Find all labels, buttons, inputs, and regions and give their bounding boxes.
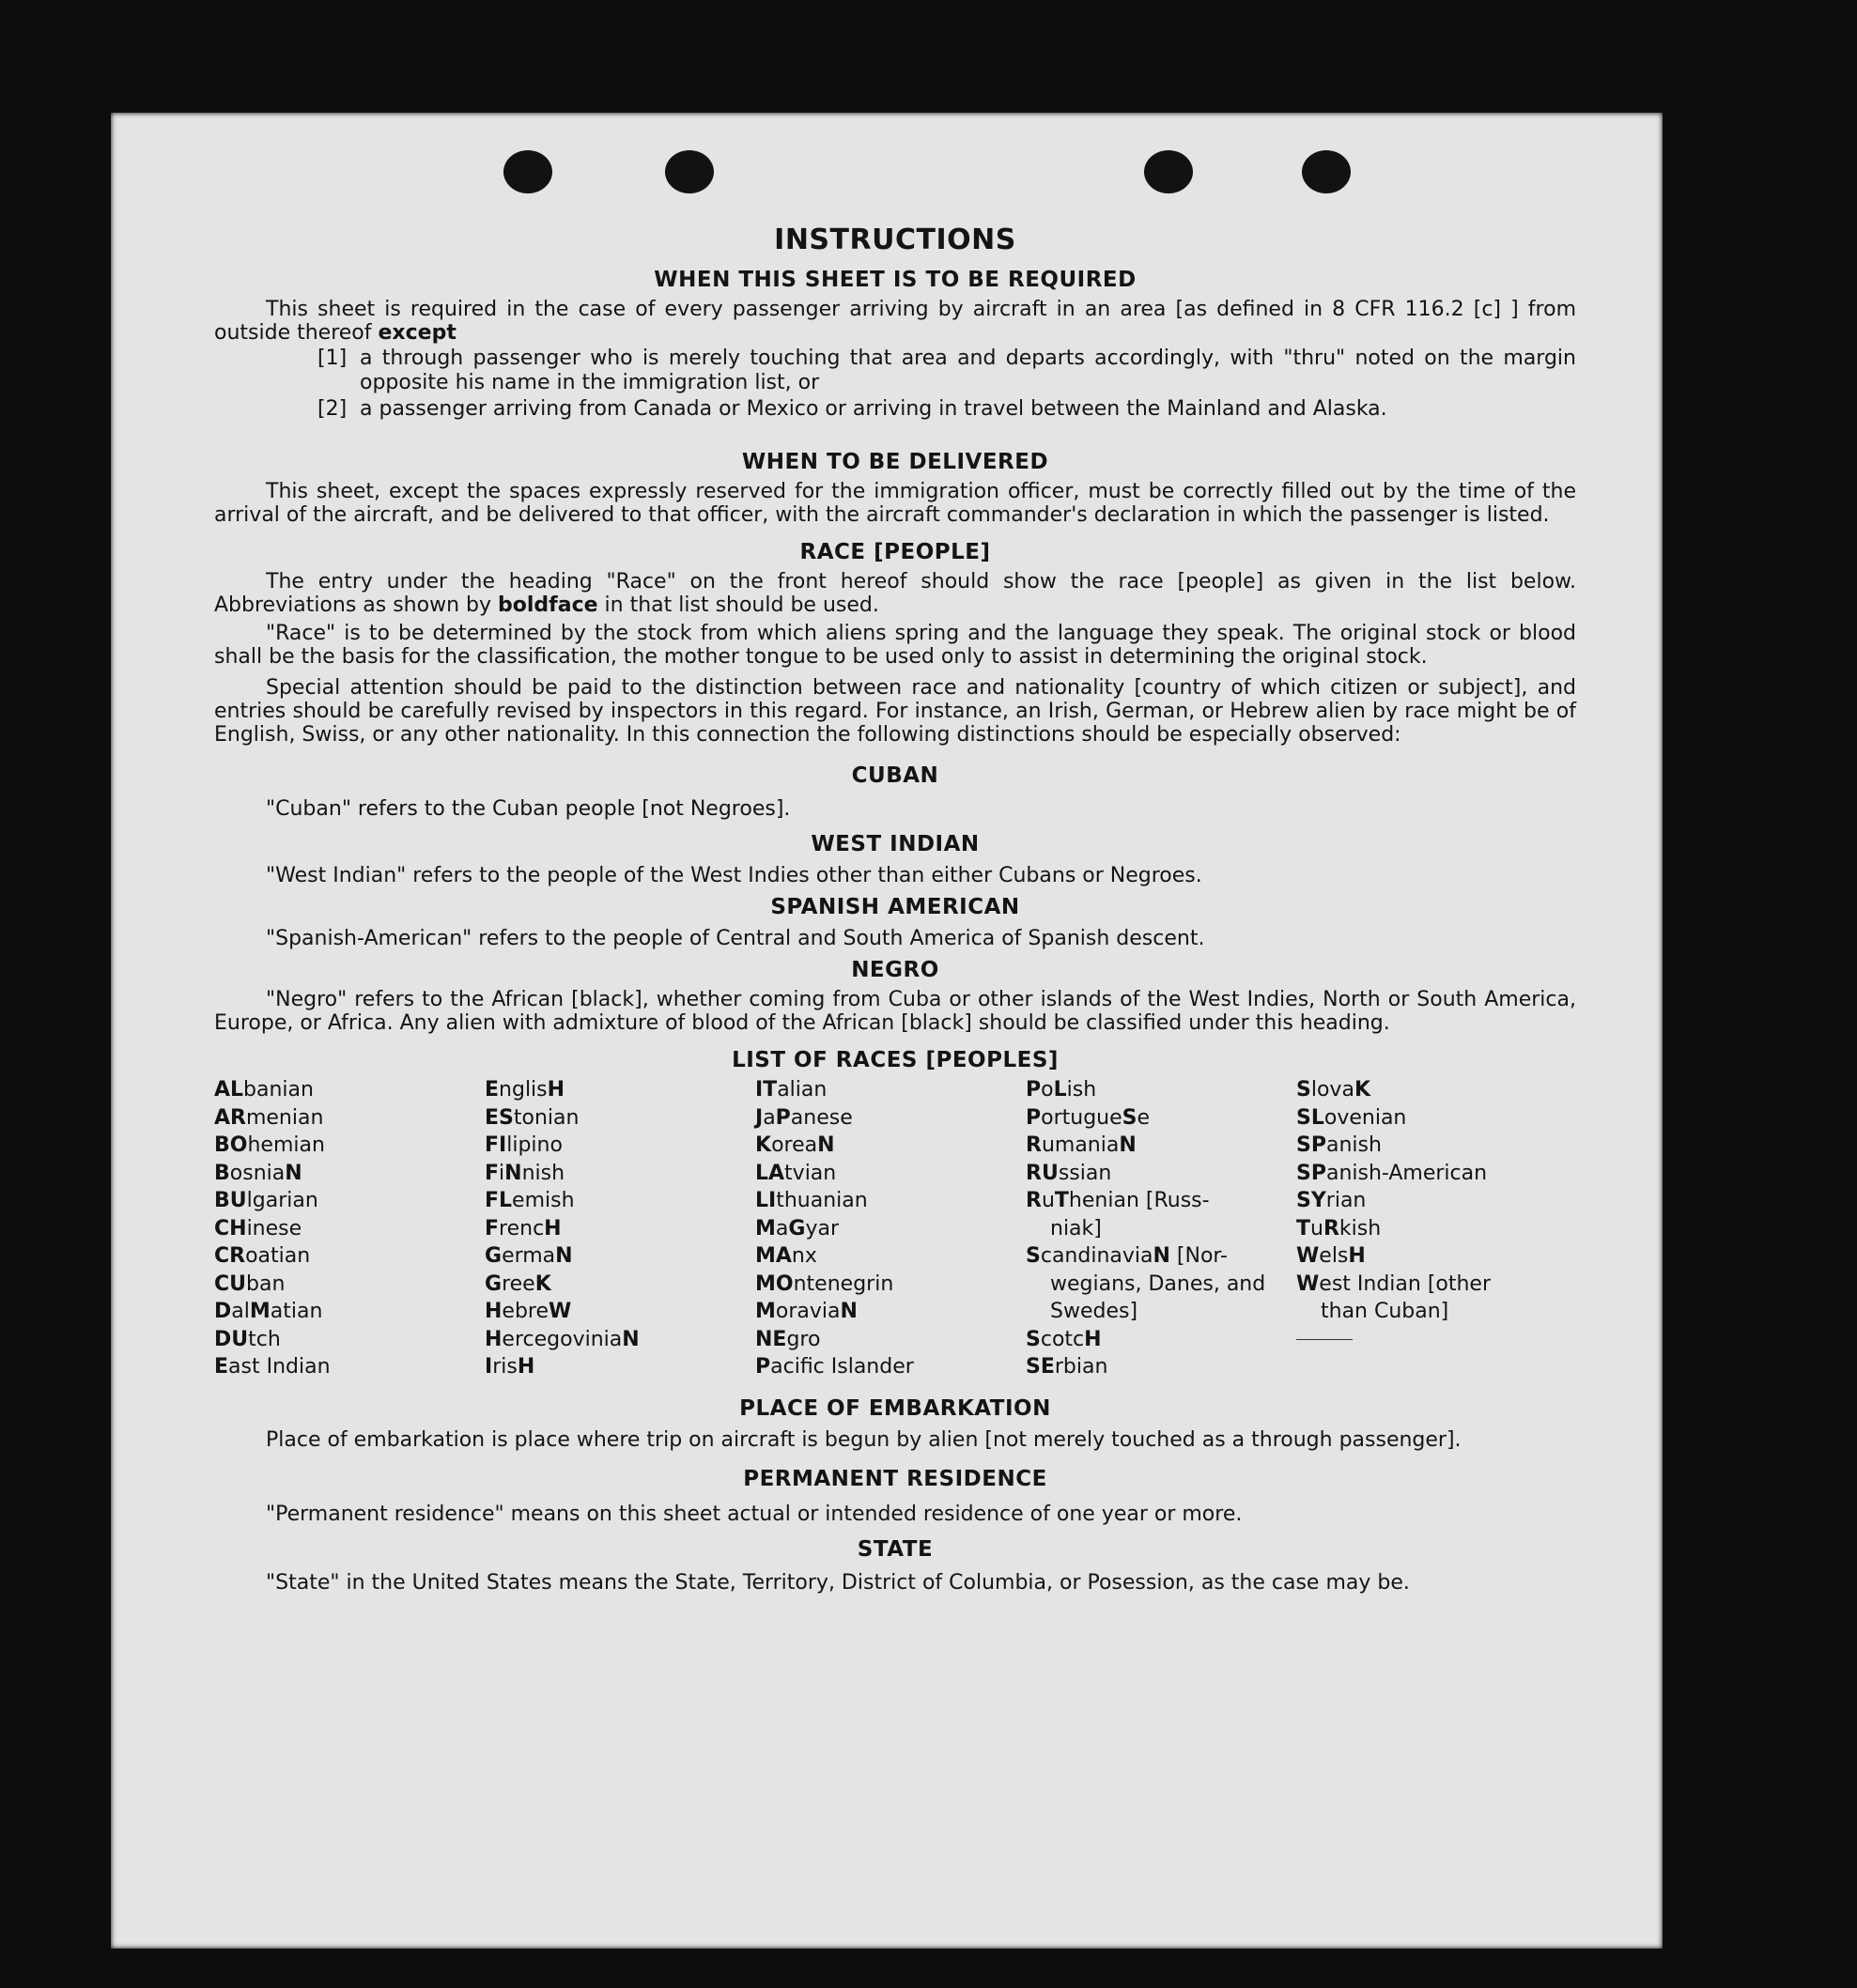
heading-state: STATE <box>857 1536 934 1562</box>
state-text: "State" in the United States means the State, Territory, District of Columbia, or Posession, as the case may be. <box>266 1570 1410 1595</box>
race-entry: JaPanese <box>755 1105 853 1130</box>
races-column <box>755 1076 1026 1381</box>
cuban-text: "Cuban" refers to the Cuban people [not Negroes]. <box>266 797 791 821</box>
race-entry: RumaniaN <box>1026 1133 1137 1157</box>
races-column <box>1026 1076 1296 1381</box>
race-entry: MoraviaN <box>755 1300 858 1323</box>
negro-text: "Negro" refers to the African [black], whether coming from Cuba or other islands of the West Indies, North or South America, Europe, or Africa. Any alien with admixture of blood of the African [black] should be classified under this heading. <box>214 988 1576 1035</box>
race-entry: West Indian [other than Cuban] <box>1296 1271 1492 1323</box>
spanish-american-text: "Spanish-American" refers to the people of Central and South America of Spanish descent. <box>266 927 1205 950</box>
race-entry: DUtch <box>214 1327 281 1351</box>
list-end-rule <box>1296 1339 1353 1340</box>
punch-hole <box>1302 150 1351 193</box>
race-paragraph-2: "Race" is to be determined by the stock from which aliens spring and the language they speak. The original stock or blood shall be the basis for the classification, the mother tongue to be used only to assist in determining the original stock. <box>214 622 1576 669</box>
race-entry: ScotcH <box>1026 1327 1102 1351</box>
race-entry: MAnx <box>755 1244 817 1268</box>
race-entry: BUlgarian <box>214 1189 318 1212</box>
race-entry: BOhemian <box>214 1133 325 1157</box>
heading-when-required: WHEN THIS SHEET IS TO BE REQUIRED <box>654 268 1137 292</box>
race-entry: TuRkish <box>1296 1216 1382 1241</box>
race-paragraph-3: Special attention should be paid to the distinction between race and nationality [country of which citizen or subject], and entries should be carefully revised by inspectors in this regard. For instance, an Irish, German, or Hebrew alien by race might be of English, Swiss, or any other nationality. In this connection the following distinctions should be especially observed: <box>214 676 1576 747</box>
heading-negro: NEGRO <box>851 958 939 982</box>
punch-hole <box>1144 150 1193 193</box>
race-entry: East Indian <box>214 1355 331 1379</box>
race-entry: SLovenian <box>1296 1105 1407 1130</box>
embarkation-text: Place of embarkation is place where trip on aircraft is begun by alien [not merely touched as a through passenger]. <box>266 1427 1462 1452</box>
permanent-residence-text: "Permanent residence" means on this sheet actual or intended residence of one year or more. <box>266 1502 1243 1526</box>
race-entry: SlovaK <box>1296 1078 1370 1102</box>
race-entry: RUssian <box>1026 1161 1112 1185</box>
race-entry: Pacific Islander <box>755 1355 914 1379</box>
race-entry: LAtvian <box>755 1161 837 1185</box>
race-entry: EStonian <box>485 1105 580 1130</box>
race-entry: EnglisH <box>485 1078 565 1102</box>
heading-permanent-residence: PERMANENT RESIDENCE <box>743 1466 1047 1491</box>
race-entry: LIthuanian <box>755 1189 868 1212</box>
races-list <box>214 1076 1576 1381</box>
race-entry: SErbian <box>1026 1355 1108 1379</box>
race-entry: CHinese <box>214 1216 302 1241</box>
heading-spanish-american: SPANISH AMERICAN <box>770 895 1020 919</box>
required-intro: This sheet is required in the case of every passenger arriving by aircraft in an area [as defined in 8 CFR 116.2 [c] ] from outside thereof except <box>214 298 1576 345</box>
race-entry: MaGyar <box>755 1216 839 1241</box>
page-title: INSTRUCTIONS <box>774 223 1016 256</box>
race-entry: FrencH <box>485 1216 562 1241</box>
races-column <box>485 1076 755 1381</box>
race-entry: MOntenegrin <box>755 1271 894 1296</box>
heading-west-indian: WEST INDIAN <box>811 832 980 856</box>
heading-list-of-races: LIST OF RACES [PEOPLES] <box>732 1048 1059 1072</box>
race-entry: SPanish-American <box>1296 1161 1488 1185</box>
race-entry: IrisH <box>485 1355 535 1379</box>
race-entry: GermaN <box>485 1244 573 1268</box>
heading-embarkation: PLACE OF EMBARKATION <box>739 1395 1051 1421</box>
race-entry: ITalian <box>755 1078 828 1102</box>
race-entry: CUban <box>214 1271 286 1296</box>
delivered-text: This sheet, except the spaces expressly reserved for the immigration officer, must be correctly filled out by the time of the arrival of the aircraft, and be delivered to that officer, with the aircraft commander's declaration in which the passenger is listed. <box>214 480 1576 527</box>
race-entry: HebreW <box>485 1300 572 1323</box>
race-entry: SYrian <box>1296 1189 1367 1212</box>
race-entry: NEgro <box>755 1327 821 1351</box>
instructions-content <box>214 223 1576 1595</box>
races-column <box>214 1076 485 1381</box>
race-entry: BosniaN <box>214 1161 302 1185</box>
race-entry: DalMatian <box>214 1300 323 1323</box>
race-entry: ScandinaviaN [Nor- wegians, Danes, and Swedes] <box>1026 1244 1266 1323</box>
heading-when-delivered: WHEN TO BE DELIVERED <box>741 450 1049 474</box>
required-clause-2: [2] a passenger arriving from Canada or Mexico or arriving in travel between the Mainland and Alaska. <box>317 397 1387 421</box>
race-entry: FIlipino <box>485 1133 563 1157</box>
race-entry: FiNnish <box>485 1161 565 1185</box>
heading-cuban: CUBAN <box>851 763 939 788</box>
race-entry: PoLish <box>1026 1078 1097 1102</box>
race-entry: CRoatian <box>214 1244 311 1268</box>
race-entry: SPanish <box>1296 1133 1382 1157</box>
race-entry: WelsH <box>1296 1244 1366 1268</box>
race-entry: ARmenian <box>214 1105 324 1130</box>
punch-hole <box>503 150 552 193</box>
west-indian-text: "West Indian" refers to the people of the West Indies other than either Cubans or Negroes. <box>266 864 1202 887</box>
race-entry: KoreaN <box>755 1133 835 1157</box>
race-entry: PortugueSe <box>1026 1105 1151 1130</box>
race-paragraph-1: The entry under the heading "Race" on the front hereof should show the race [people] as given in the list below. Abbreviations as shown by boldface in that list should be used. <box>214 570 1576 617</box>
race-entry: HercegoviniaN <box>485 1327 640 1351</box>
race-entry: GreeK <box>485 1271 551 1296</box>
heading-race: RACE [PEOPLE] <box>799 540 991 564</box>
required-clause-1: [1] a through passenger who is merely touching that area and departs accordingly, with "thru" noted on the margin opposite his name in the immigration list, or <box>317 347 1576 394</box>
race-entry: FLemish <box>485 1189 575 1212</box>
document-page <box>111 113 1663 1949</box>
races-column <box>1296 1076 1567 1381</box>
race-entry: ALbanian <box>214 1078 314 1102</box>
race-entry: RuThenian [Russ- niak] <box>1026 1189 1210 1241</box>
punch-hole <box>665 150 714 193</box>
